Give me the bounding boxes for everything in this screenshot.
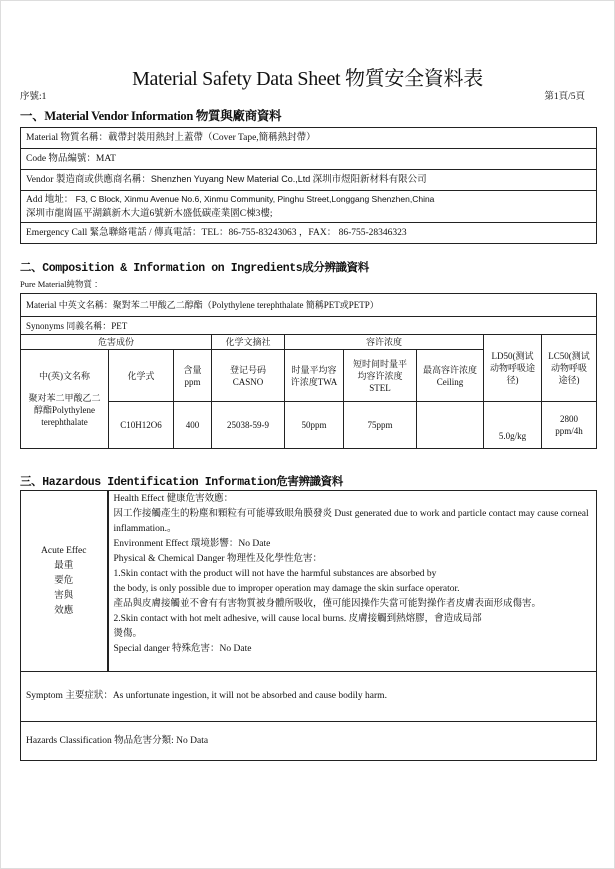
cas-header: 化学文摘社 [212,335,285,350]
hazard-component-header: 危害成份 [21,335,212,350]
allowable-concentration-header: 容许浓度 [285,335,484,350]
address-row [21,191,597,223]
formula-header: 化学式 [109,350,174,402]
acute-effect-cn: 效應 [54,605,74,616]
vendor-row [21,170,597,191]
acute-effect-cn: 要危 [54,575,74,586]
environment-effect: Environment Effect 環境影響：No Date [113,539,271,549]
ceiling-value [417,402,484,449]
material-chinese-english-name: Material 中英文名稱：聚對苯二甲酸乙二醇酯（Polythylene terephthalate 簡稱PET或PETP） [21,294,597,317]
acute-effect-cn: 害與 [54,590,74,601]
special-danger: Special danger 特殊危害：No Date [113,644,252,654]
pure-material-label: Pure Material純物質 ： [20,279,103,289]
hazard-line-cn: 產品與皮膚接觸並不會有有害物質被身體所吸收，僅可能因操作失當可能對操作者皮膚表面形成傷害。 [113,599,542,609]
acute-effect-label: Acute Effec [41,545,87,556]
address-cn: 深圳市龍崗區平湖鎮新木大道6號新木盛低碳產業園C棟3樓; [26,209,273,219]
stel-value: 75ppm [344,402,417,449]
lc50-value: 2800 ppm/4h [542,402,597,449]
address-value: F3, C Block, Xinmu Avenue No.6, Xinmu Community, Pinghu Street,Longgang Shenzhen,China [75,194,435,204]
formula-value: C10H12O6 [109,402,174,449]
health-effect-text: 因工作接觸產生的粉塵和顆粒有可能導致眼角膜發炎 Dust generated due to work and particle contact may cause corneal inflammation.。 [113,509,589,534]
product-code: Code 物品編號：MAT [21,149,597,170]
emergency-contact: Emergency Call 緊急聯絡電話 / 傳真電話：TEL：86-755-83243063 ，FAX： 86-755-28346323 [21,223,597,244]
hazard-line: the body, is only possible due to improper operation may damage the skin surface operator. [113,584,460,594]
vendor-name-cn: 深圳市煜阳新材料有限公司 [310,175,427,185]
hazards-classification: Hazards Classification 物品危害分類: No Data [21,722,597,761]
ld50-header: LD50(测试动物呼吸途径) [484,335,542,402]
ceiling-header: 最高容许浓度Ceiling [417,350,484,402]
ingredient-name: 聚对苯二甲酸乙二醇酯Polythylene terephthalate [28,393,101,427]
casno-header: 登记号码CASNO [212,350,285,402]
serial-number: 序號:1 [20,92,47,102]
twa-header: 时量平均容许浓度TWA [285,350,344,402]
content-value: 400 [174,402,212,449]
casno-value: 25038-59-9 [212,402,285,449]
vendor-name: Shenzhen Yuyang New Material Co.,Ltd [150,174,311,184]
acute-effect-cn: 最重 [54,560,74,571]
address-label: Add 地址： [26,195,74,205]
name-cell [21,350,109,449]
composition-table [20,293,597,449]
hazard-line: 1.Skin contact with the product will not have the harmful substances are absorbed by [113,569,437,579]
synonyms: Synonyms 同義名稱：PET [21,317,597,335]
health-effect-heading: Health Effect 健康危害效應： [113,494,234,504]
hazard-table [20,490,597,761]
symptom: Symptom 主要症狀：As unfortunate ingestion, it will not be absorbed and cause bodily harm. [21,672,597,722]
document-title: Material Safety Data Sheet 物質安全資料表 [132,68,483,90]
lc50-header: LC50(测试动物呼吸途径) [542,335,597,402]
stel-header: 短时间时量平均容许浓度STEL [344,350,417,402]
ld50-value: 5.0g/kg [484,402,542,449]
vendor-label: Vendor 製造商或供應商名稱： [26,175,151,185]
hazard-details [108,491,597,672]
twa-value: 50ppm [285,402,344,449]
hazard-line: 2.Skin contact with hot melt adhesive, will cause local burns. 皮膚接觸到熱熔膠，會造成局部燙傷。 [113,614,482,639]
vendor-info-table [20,127,597,244]
section2-heading: 二、Composition & Information on Ingredients成分辨識資料 [20,262,369,275]
material-name: Material 物質名稱：載帶封裝用熱封上蓋帶（Cover Tape,簡稱熱封帶） [21,128,597,149]
page-number: 第1頁/5頁 [544,92,585,102]
name-header: 中(英)文名称 [39,371,90,381]
section1-heading: 一、Material Vendor Information 物質與廠商資料 [20,109,282,123]
physical-chemical-danger-heading: Physical & Chemical Danger 物理性及化學性危害： [113,554,322,564]
acute-effect-cell [21,491,108,672]
content-header: 含量ppm [174,350,212,402]
section3-heading: 三、Hazardous Identification Information危害辨識資料 [20,476,343,489]
